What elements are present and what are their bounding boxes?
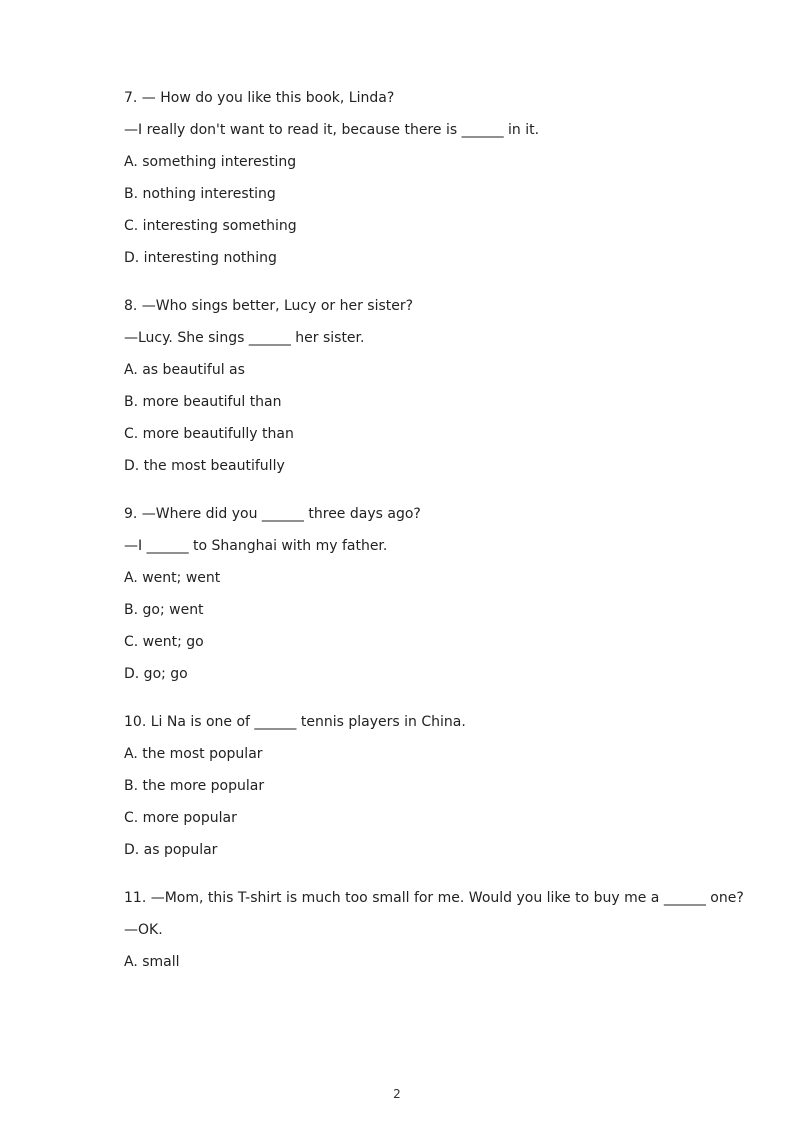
option-b: B. nothing interesting [124, 186, 276, 202]
option-a: A. went; went [124, 570, 221, 586]
page-number: 2 [393, 1087, 401, 1101]
option-c: C. interesting something [124, 218, 297, 234]
option-a: A. as beautiful as [124, 362, 245, 378]
question-10 [124, 712, 764, 860]
option-d: D. as popular [124, 842, 218, 858]
option-b: B. go; went [124, 602, 204, 618]
question-reply: —I ______ to Shanghai with my father. [124, 538, 388, 554]
question-stem: 9. —Where did you ______ three days ago? [124, 506, 421, 522]
question-reply: —OK. [124, 922, 163, 938]
question-reply: —I really don't want to read it, because there is ______ in it. [124, 122, 540, 138]
option-b: B. the more popular [124, 778, 265, 794]
option-d: D. the most beautifully [124, 458, 285, 474]
option-d: D. interesting nothing [124, 250, 277, 266]
question-stem: 11. —Mom, this T-shirt is much too small for me. Would you like to buy me a ______ one? [124, 890, 744, 906]
question-7 [124, 88, 764, 268]
option-c: C. went; go [124, 634, 204, 650]
option-a: A. small [124, 954, 180, 970]
option-a: A. something interesting [124, 154, 297, 170]
option-b: B. more beautiful than [124, 394, 282, 410]
question-stem: 8. —Who sings better, Lucy or her sister? [124, 298, 414, 314]
question-stem: 10. Li Na is one of ______ tennis players in China. [124, 714, 466, 730]
option-d: D. go; go [124, 666, 188, 682]
question-11 [124, 888, 764, 972]
question-list [124, 88, 764, 1000]
option-c: C. more popular [124, 810, 237, 826]
option-c: C. more beautifully than [124, 426, 294, 442]
question-stem: 7. — How do you like this book, Linda? [124, 90, 395, 106]
question-9 [124, 504, 764, 684]
option-a: A. the most popular [124, 746, 263, 762]
question-reply: —Lucy. She sings ______ her sister. [124, 330, 365, 346]
question-8 [124, 296, 764, 476]
